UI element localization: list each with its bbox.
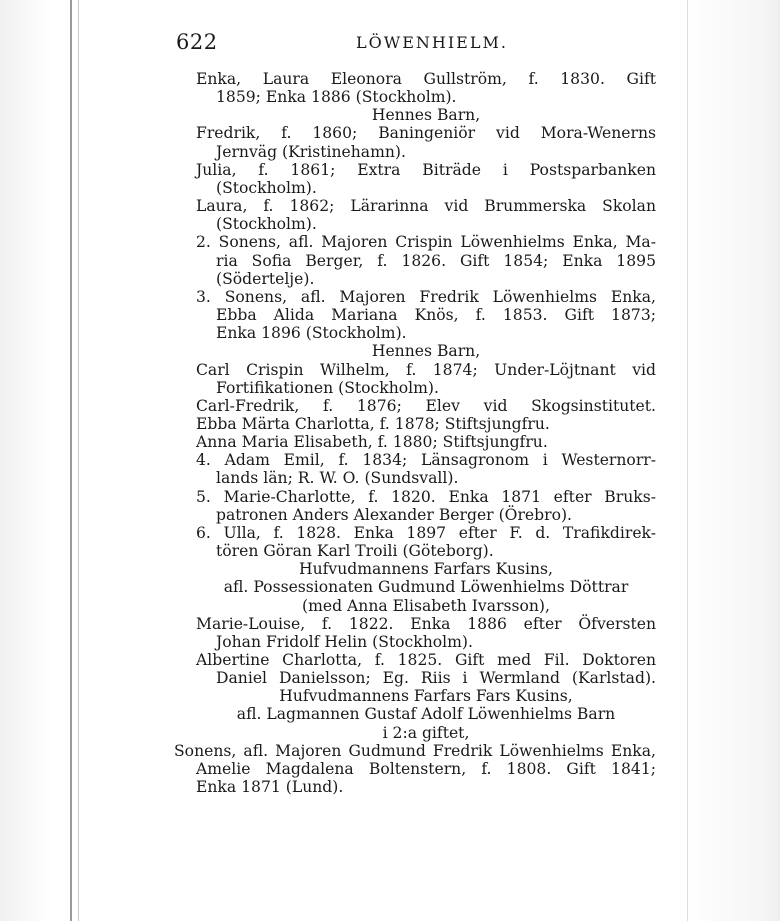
text-line: Anna Maria Elisabeth, f. 1880; Stiftsjungfru. (196, 433, 548, 452)
text-line: Enka, Laura Eleonora Gullström, f. 1830. Gift (196, 70, 656, 88)
text-line: ria Sofia Berger, f. 1826. Gift 1854; Enka 1895 (216, 251, 656, 270)
text-line: Julia, f. 1861; Extra Biträde i Postsparbanken (196, 160, 656, 179)
text-line: Ebba Märta Charlotta, f. 1878; Stiftsjungfru. (196, 414, 550, 433)
page-gutter-shadow (0, 0, 88, 921)
text-line: Enka 1896 (Stockholm). (216, 324, 407, 343)
text-line: Jernväg (Kristinehamn). (216, 142, 406, 161)
text-line: Ebba Alida Mariana Knös, f. 1853. Gift 1873; (216, 306, 656, 325)
text-line: afl. Possessionaten Gudmund Löwenhielms Döttrar (223, 578, 629, 597)
text-line: Johan Fridolf Helin (Stockholm). (216, 632, 473, 651)
text-line: (Stockholm). (216, 178, 317, 197)
text-line: Fortifikationen (Stockholm). (216, 378, 439, 397)
text-line: Amelie Magdalena Boltenstern, f. 1808. Gift 1841; (196, 759, 656, 778)
text-line: Laura, f. 1862; Lärarinna vid Brummerska Skolan (196, 197, 656, 216)
text-line: Albertine Charlotta, f. 1825. Gift med Fil. Doktoren (196, 651, 656, 669)
text-line: tören Göran Karl Troili (Göteborg). (216, 542, 494, 561)
text-line: i 2:a giftet, (382, 723, 470, 742)
running-head: LÖWENHIELM. (356, 33, 508, 52)
text-line: (Södertelje). (216, 269, 315, 288)
page-right-margin (680, 0, 780, 921)
text-line: Enka 1871 (Lund). (196, 778, 344, 797)
body-text (174, 70, 656, 797)
text-line: 6. Ulla, f. 1828. Enka 1897 efter F. d. Trafikdirek- (196, 523, 656, 542)
text-line: 3. Sonens, afl. Majoren Fredrik Löwenhielms Enka, (196, 287, 656, 306)
page-edge-line (78, 0, 79, 921)
text-line: Daniel Danielsson; Eg. Riis i Wermland (Karlstad). (216, 669, 656, 688)
text-line: Fredrik, f. 1860; Baningeniör vid Mora-Wenerns (196, 124, 656, 143)
text-line: Hennes Barn, (371, 342, 481, 361)
page-edge-line (70, 0, 72, 921)
page-edge-line (687, 0, 688, 921)
text-line: Marie-Louise, f. 1822. Enka 1886 efter Öfversten (196, 614, 656, 633)
text-line: Sonens, afl. Majoren Gudmund Fredrik Löwenhielms Enka, (174, 741, 656, 760)
text-line: patronen Anders Alexander Berger (Örebro). (216, 505, 572, 524)
text-line: 4. Adam Emil, f. 1834; Länsagronom i Westernorr- (196, 451, 656, 470)
page-number: 622 (176, 30, 218, 54)
text-line: Hufvudmannens Farfars Kusins, (299, 560, 553, 579)
text-line: Carl Crispin Wilhelm, f. 1874; Under-Löjtnant vid (196, 360, 656, 379)
text-line: 5. Marie-Charlotte, f. 1820. Enka 1871 efter Bruks- (196, 487, 656, 506)
text-line: 1859; Enka 1886 (Stockholm). (216, 88, 457, 107)
text-line: Hennes Barn, (371, 106, 481, 125)
text-line: (Stockholm). (216, 215, 317, 234)
text-line: 2. Sonens, afl. Majoren Crispin Löwenhielms Enka, Ma- (196, 233, 656, 252)
text-line: Carl-Fredrik, f. 1876; Elev vid Skogsinstitutet. (196, 396, 656, 415)
text-line: lands län; R. W. O. (Sundsvall). (216, 469, 459, 488)
text-line: afl. Lagmannen Gustaf Adolf Löwenhielms Barn (236, 705, 616, 724)
text-line: (med Anna Elisabeth Ivarsson), (302, 596, 550, 615)
text-line: Hufvudmannens Farfars Fars Kusins, (279, 687, 573, 706)
